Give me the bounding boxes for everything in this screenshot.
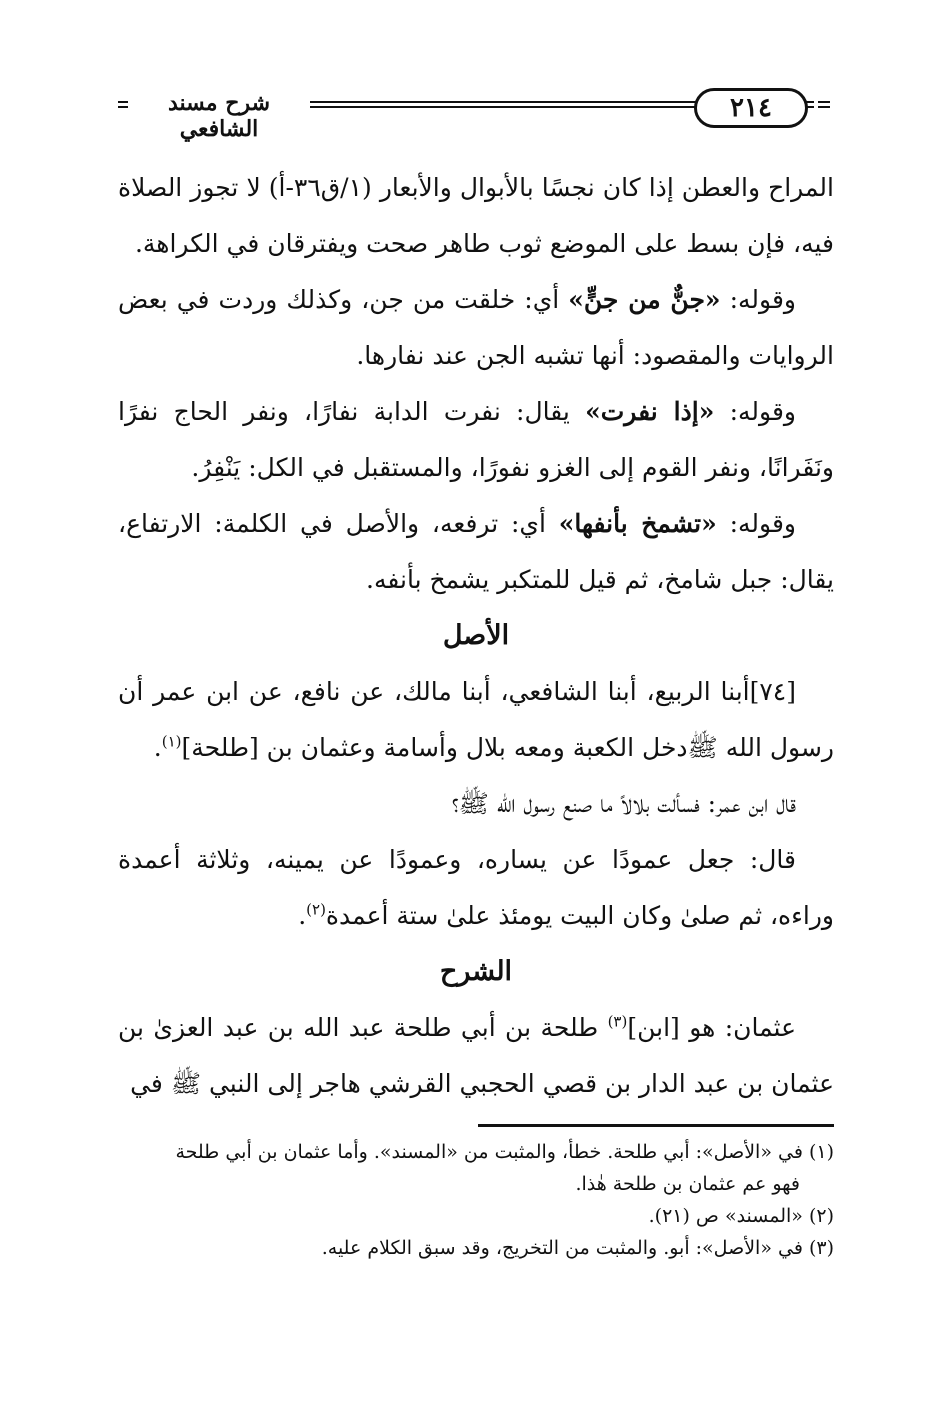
- p8-b: طلحة بن أبي طلحة عبد الله بن عبد العزىٰ بن عثمان بن عبد الدار بن قصي الحجبي القرشي هاجر إلى النبي ﷺ في: [118, 1013, 834, 1098]
- p7-text: قال: جعل عمودًا عن يساره، وعمودًا عن يمينه، وثلاثة أعمدة وراءه، ثم صلىٰ وكان البيت يومئذ علىٰ ستة أعمدة: [118, 845, 834, 930]
- paragraph-3: [118, 384, 834, 496]
- footnote-separator: [478, 1124, 834, 1127]
- p3-lead: وقوله:: [714, 397, 796, 426]
- paragraph-4: [118, 496, 834, 608]
- paragraph-8: [118, 1000, 834, 1112]
- p7-end: .: [298, 901, 307, 930]
- footnote-ref-3: (٣): [607, 1012, 628, 1031]
- p8-a: عثمان: هو [ابن]: [627, 1013, 797, 1042]
- page-number-badge: ٢١٤: [694, 88, 808, 128]
- main-text: [118, 160, 834, 1112]
- p5-text: [٧٤]أبنا الربيع، أبنا الشافعي، أبنا مالك، عن نافع، عن ابن عمر أن رسول الله ﷺدخل الكعبة ومعه بلال وأسامة وعثمان بن [طلحة]: [118, 677, 834, 762]
- p3-term: «إذا نفرت»: [585, 397, 715, 426]
- section-heading-sharh: الشرح: [439, 956, 513, 987]
- p4-lead: وقوله:: [716, 509, 796, 538]
- header-title: شرح مسند الشافعي: [167, 90, 271, 142]
- p2-rest: أي: خلقت من جن، وكذلك وردت في بعض الروايات والمقصود: أنها تشبه الجن عند نفارها.: [118, 285, 834, 370]
- paragraph-6: قال ابن عمر: فسألت بلالاً ما صنع رسول الله ﷺ؟: [451, 789, 796, 818]
- paragraph-5: [118, 664, 834, 776]
- footnote-ref-2: (٢): [306, 900, 326, 919]
- header-rule-left: [118, 101, 128, 108]
- p2-lead: وقوله:: [720, 285, 796, 314]
- running-header: [118, 86, 830, 142]
- footnotes: [118, 1136, 834, 1264]
- p5-end: .: [153, 733, 162, 762]
- footnote-ref-1: (١): [161, 732, 182, 751]
- p4-term: «تشمخ بأنفها»: [558, 509, 717, 538]
- footnote-3: (٣) في «الأصل»: أبو. والمثبت من التخريج، وقد سبق الكلام عليه.: [321, 1237, 834, 1259]
- footnote-2: (٢) «المسند» ص (٢١).: [648, 1205, 834, 1227]
- section-heading-asl: الأصل: [442, 620, 510, 651]
- footnote-1-continuation: فهو عم عثمان بن طلحة هٰذا.: [575, 1173, 800, 1195]
- p2-term: «جنٌّ من جنٍّ»: [568, 285, 721, 314]
- paragraph-1: المراح والعطن إذا كان نجسًا بالأبوال والأبعار (١/ق٣٦-أ) لا تجوز الصلاة فيه، فإن بسط على الموضع ثوب طاهر صحت ويفترقان في الكراهة.: [118, 173, 834, 258]
- p4-rest: أي: ترفعه، والأصل في الكلمة: الارتفاع، يقال: جبل شامخ، ثم قيل للمتكبر يشمخ بأنفه.: [118, 509, 834, 594]
- paragraph-7: [118, 832, 834, 944]
- header-rule-right: [818, 101, 830, 108]
- p3-rest: يقال: نفرت الدابة نفارًا، ونفر الحاج نفرًا ونَفَرانًا، ونفر القوم إلى الغزو نفورًا، والمستقبل في الكل: يَنْفِرُ.: [118, 397, 834, 482]
- paragraph-2: [118, 272, 834, 384]
- footnote-1: (١) في «الأصل»: أبي طلحة. خطأ، والمثبت من «المسند». وأما عثمان بن أبي طلحة: [175, 1141, 834, 1163]
